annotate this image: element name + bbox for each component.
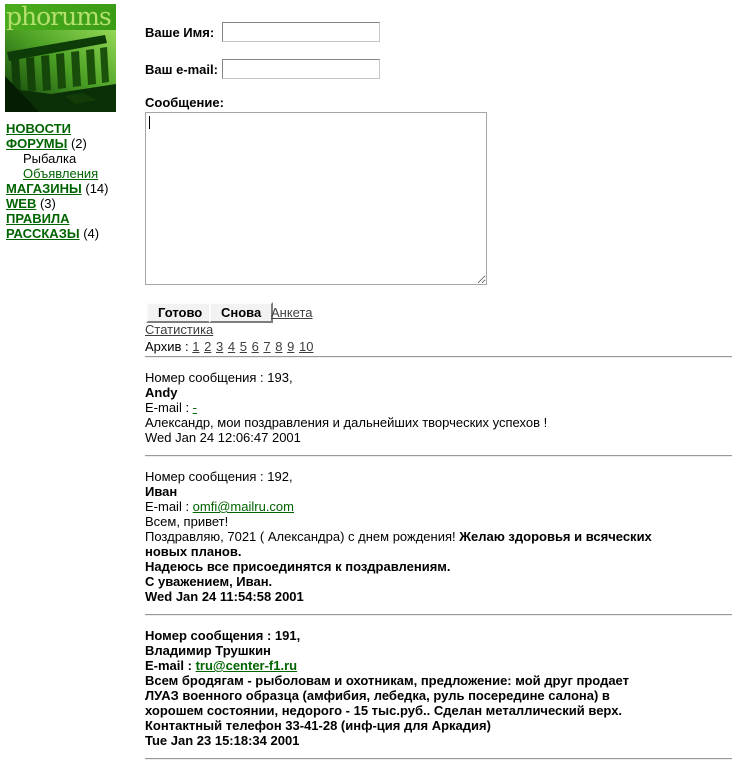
message-date: Wed Jan 24 11:54:58 2001 bbox=[145, 589, 304, 604]
archive-page-link[interactable]: 10 bbox=[299, 339, 314, 354]
message-text-line bbox=[145, 415, 732, 430]
message-text-line bbox=[145, 544, 732, 559]
message-number: Номер сообщения : 192, bbox=[145, 469, 293, 484]
message-email-link[interactable]: tru@center-f1.ru bbox=[195, 658, 298, 673]
message-text-run: Александр, мои поздравления и дальнейших творческих успехов ! bbox=[145, 415, 548, 430]
archive-page-link[interactable]: 9 bbox=[287, 339, 295, 354]
logo-banner bbox=[5, 4, 116, 30]
message-text-run: Контактный телефон 33-41-28 (инф-ция для Аркадия) bbox=[145, 718, 491, 733]
message-author: Владимир Трушкин bbox=[145, 643, 271, 658]
sidebar-item-rasskazy bbox=[6, 226, 141, 241]
message-author: Иван bbox=[145, 484, 178, 499]
sidebar-link-novosti[interactable]: НОВОСТИ bbox=[6, 121, 72, 136]
message-text-run: Всем бродягам - рыболовам и охотникам, предложение: мой друг продает bbox=[145, 673, 629, 688]
parthenon-image-icon bbox=[5, 30, 116, 112]
message-text-line bbox=[145, 673, 732, 688]
archive-page-link[interactable]: 2 bbox=[204, 339, 212, 354]
message bbox=[145, 370, 732, 445]
separator-rule bbox=[145, 758, 732, 760]
email-input[interactable] bbox=[222, 59, 380, 79]
archive-page-link[interactable]: 4 bbox=[227, 339, 236, 354]
sidebar-link-web[interactable]: WEB bbox=[6, 196, 37, 211]
archive-page-link[interactable]: 3 bbox=[215, 339, 224, 354]
sidebar-link-obyavleniya[interactable]: Объявления bbox=[23, 166, 99, 181]
message-label: Сообщение: bbox=[145, 95, 224, 110]
message-text-run: Всем, привет! bbox=[145, 514, 229, 529]
message-text-line bbox=[145, 718, 732, 733]
message-email-label: E-mail : bbox=[145, 658, 196, 673]
message-email-line bbox=[145, 400, 732, 415]
text-cursor bbox=[149, 116, 150, 129]
archive-page-link[interactable]: 1 bbox=[192, 339, 200, 354]
email-label: Ваш e-mail: bbox=[145, 62, 218, 77]
separator-rule bbox=[145, 356, 732, 358]
message-email-link[interactable]: - bbox=[192, 400, 198, 415]
message-email-line bbox=[145, 658, 732, 673]
messages-section bbox=[145, 352, 732, 763]
sidebar-link-forumy[interactable]: ФОРУМЫ bbox=[6, 136, 68, 151]
site-logo[interactable] bbox=[5, 4, 116, 112]
statistics-link[interactable]: Статистика bbox=[145, 322, 214, 337]
sidebar-item-web bbox=[6, 196, 141, 211]
sidebar-count: (2) bbox=[67, 136, 87, 151]
message-text-line bbox=[145, 529, 732, 544]
message-text-run: С уважением, Иван. bbox=[145, 574, 273, 589]
sidebar-link-rasskazy[interactable]: РАССКАЗЫ bbox=[6, 226, 80, 241]
sidebar-count: (4) bbox=[79, 226, 100, 241]
sidebar-item-pravila bbox=[6, 211, 141, 226]
message-date: Wed Jan 24 12:06:47 2001 bbox=[145, 430, 301, 445]
reset-button[interactable]: Снова bbox=[209, 302, 273, 323]
sidebar-count: (3) bbox=[36, 196, 56, 211]
message-number: Номер сообщения : 193, bbox=[145, 370, 293, 385]
message-text-line bbox=[145, 574, 732, 589]
message-text-run: ЛУАЗ военного образца (амфибия, лебедка, руль посередине салона) в bbox=[145, 688, 610, 703]
sidebar-count: (14) bbox=[81, 181, 109, 196]
name-label: Ваше Имя: bbox=[145, 25, 215, 40]
message bbox=[145, 628, 732, 748]
message-text-run: хорошем состоянии, недорого - 15 тыс.руб.. Сделан металлический верх. bbox=[145, 703, 623, 718]
message-number: Номер сообщения : 191, bbox=[145, 628, 301, 643]
message bbox=[145, 469, 732, 604]
archive-page-link[interactable]: 6 bbox=[251, 339, 259, 354]
archive-page-link[interactable]: 5 bbox=[239, 339, 247, 354]
anketa-link[interactable]: Анкета bbox=[271, 305, 313, 320]
message-text-run: новых планов. bbox=[145, 544, 242, 559]
message-text-run: Надеюсь все присоединятся к поздравлениям. bbox=[145, 559, 451, 574]
message-email-label: E-mail : bbox=[145, 499, 193, 514]
message-email-line bbox=[145, 499, 732, 514]
message-textarea[interactable] bbox=[145, 112, 487, 285]
message-email-label: E-mail : bbox=[145, 400, 193, 415]
sidebar-item-rybalka bbox=[6, 151, 141, 166]
logo-text: phorums bbox=[6, 4, 111, 30]
sidebar-item-magaziny bbox=[6, 181, 141, 196]
message-text-line bbox=[145, 703, 732, 718]
archive-label: Архив : bbox=[145, 339, 193, 354]
message-author: Andy bbox=[145, 385, 178, 400]
archive-page-link[interactable]: 8 bbox=[275, 339, 283, 354]
message-text-line bbox=[145, 514, 732, 529]
message-text-run: Желаю здоровья и всяческих bbox=[459, 529, 652, 544]
sidebar-item-novosti bbox=[6, 121, 141, 136]
separator-rule bbox=[145, 455, 732, 457]
message-text-line bbox=[145, 559, 732, 574]
sidebar-link-pravila[interactable]: ПРАВИЛА bbox=[6, 211, 70, 226]
message-email-link[interactable]: omfi@mailru.com bbox=[192, 499, 294, 514]
message-text-line bbox=[145, 688, 732, 703]
sidebar-item-obyavleniya bbox=[6, 166, 141, 181]
sidebar-nav bbox=[6, 121, 141, 241]
archive-page-link[interactable]: 7 bbox=[263, 339, 271, 354]
sidebar-link-rybalka: Рыбалка bbox=[23, 151, 77, 166]
message-date: Tue Jan 23 15:18:34 2001 bbox=[145, 733, 300, 748]
separator-rule bbox=[145, 614, 732, 616]
message-text-run: Поздравляю, 7021 ( Александра) с днем рождения! bbox=[145, 529, 460, 544]
submit-button[interactable]: Готово bbox=[146, 302, 214, 323]
sidebar-link-magaziny[interactable]: МАГАЗИНЫ bbox=[6, 181, 82, 196]
sidebar-item-forumy bbox=[6, 136, 141, 151]
name-input[interactable] bbox=[222, 22, 380, 42]
